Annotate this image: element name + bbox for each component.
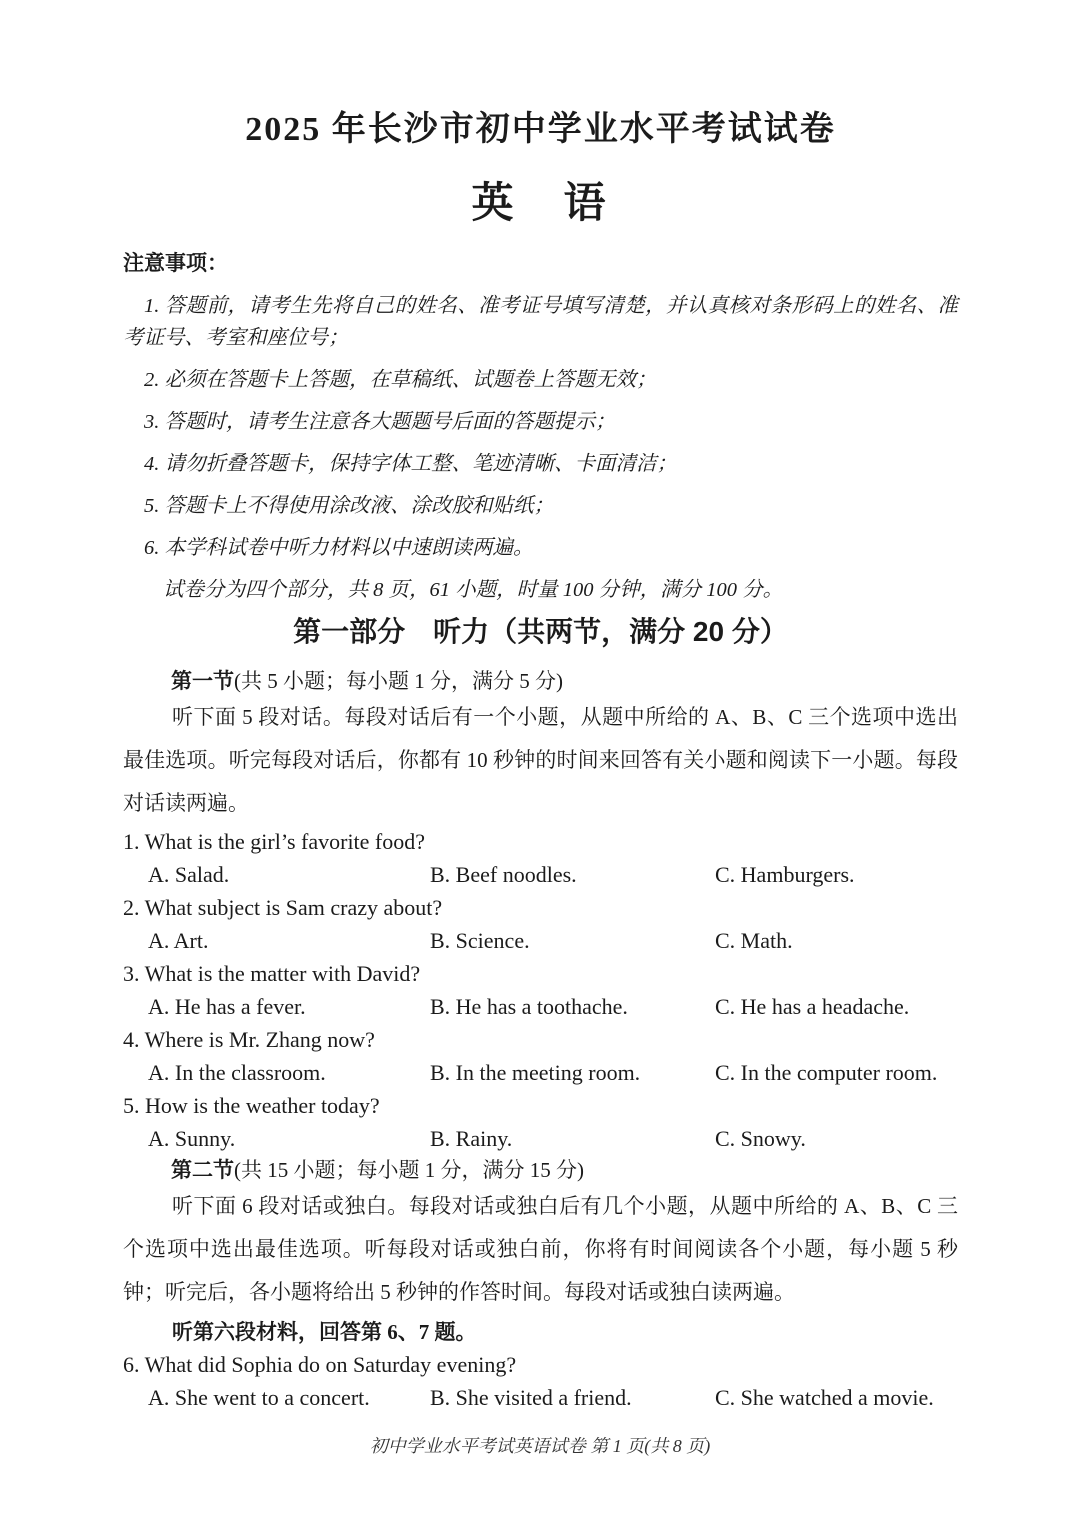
question-6-option-b: B. She visited a friend. <box>430 1385 632 1410</box>
question-3-option-b: B. He has a toothache. <box>430 994 628 1019</box>
question-2-option-c: C. Math. <box>715 928 793 953</box>
section2-instructions: 听下面 6 段对话或独白。每段对话或独白后有几个小题，从题中所给的 A、B、C 三个选项中选出最佳选项。听每段对话或独白前，你将有时间阅读各个小题，每小题 5 秒钟；听完后，各小题将给出 5 秒钟的作答时间。每段对话或独白读两遍。 <box>123 1194 958 1304</box>
question-2-options <box>123 924 958 957</box>
section2-scoring: (共 15 小题；每小题 1 分，满分 15 分) <box>234 1158 584 1182</box>
question-1-option-a: A. Salad. <box>148 862 230 887</box>
notice-item-2: 2. 必须在答题卡上答题，在草稿纸、试题卷上答题无效； <box>144 369 657 391</box>
exam-subject: 英 语 <box>471 181 610 227</box>
question-6-option-c: C. She watched a movie. <box>715 1385 934 1410</box>
question-4-option-c: C. In the computer room. <box>715 1060 938 1085</box>
exam-title: 2025 年长沙市初中学业水平考试试卷 <box>245 111 836 148</box>
section2-header <box>123 1155 958 1185</box>
question-3-options <box>123 990 958 1023</box>
question-4-text: Where is Mr. Zhang now? <box>144 1027 375 1052</box>
paper-summary: 试卷分为四个部分，共 8 页，61 小题，时量 100 分钟，满分 100 分。 <box>163 579 784 601</box>
question-1-option-c: C. Hamburgers. <box>715 862 855 887</box>
question-1-options <box>123 858 958 891</box>
question-6-options <box>123 1381 958 1414</box>
question-2-text: What subject is Sam crazy about? <box>144 895 443 920</box>
question-3-option-a: A. He has a fever. <box>148 994 306 1019</box>
question-3-number: 3. <box>123 961 140 986</box>
question-1 <box>123 825 958 858</box>
section1-questions <box>123 825 958 1155</box>
section1-header <box>123 666 958 696</box>
part1-heading: 第一部分 听力（共两节，满分 20 分） <box>293 616 788 647</box>
question-6-number: 6. <box>123 1352 140 1377</box>
question-1-option-b: B. Beef noodles. <box>430 862 577 887</box>
question-6-text: What did Sophia do on Saturday evening? <box>144 1352 517 1377</box>
question-5 <box>123 1089 958 1122</box>
question-1-number: 1. <box>123 829 140 854</box>
question-4-option-a: A. In the classroom. <box>148 1060 326 1085</box>
question-3 <box>123 957 958 990</box>
question-4 <box>123 1023 958 1056</box>
question-2-option-b: B. Science. <box>430 928 530 953</box>
question-5-option-a: A. Sunny. <box>148 1126 236 1151</box>
question-3-text: What is the matter with David? <box>144 961 421 986</box>
notice-item-4: 4. 请勿折叠答题卡，保持字体工整、笔迹清晰、卡面清洁； <box>144 453 677 475</box>
section1-instructions: 听下面 5 段对话。每段对话后有一个小题，从题中所给的 A、B、C 三个选项中选出最佳选项。听完每段对话后，你都有 10 秒钟的时间来回答有关小题和阅读下一小题。每段对话读两遍。 <box>123 705 958 815</box>
section2-label: 第二节 <box>171 1158 234 1182</box>
page-content <box>0 108 1080 1414</box>
question-2-option-a: A. Art. <box>148 928 209 953</box>
material-6-note: 听第六段材料，回答第 6、7 题。 <box>172 1320 477 1344</box>
notice-item-3: 3. 答题时，请考生注意各大题题号后面的答题提示； <box>144 411 616 433</box>
notice-list <box>123 290 958 564</box>
question-2 <box>123 891 958 924</box>
question-5-number: 5. <box>123 1093 140 1118</box>
question-2-number: 2. <box>123 895 140 920</box>
question-5-options <box>123 1122 958 1155</box>
question-4-options <box>123 1056 958 1089</box>
notice-item-5: 5. 答题卡上不得使用涂改液、涂改胶和贴纸； <box>144 495 554 517</box>
question-4-option-b: B. In the meeting room. <box>430 1060 641 1085</box>
section1-scoring: (共 5 小题；每小题 1 分，满分 5 分) <box>234 669 563 693</box>
question-5-text: How is the weather today? <box>145 1093 380 1118</box>
question-5-option-c: C. Snowy. <box>715 1126 806 1151</box>
notice-item-6: 6. 本学科试卷中听力材料以中速朗读两遍。 <box>144 537 534 559</box>
page-footer: 初中学业水平考试英语试卷 第 1 页(共 8 页) <box>369 1436 711 1456</box>
notice-label: 注意事项： <box>123 252 228 275</box>
section1-label: 第一节 <box>171 669 234 693</box>
question-6 <box>123 1348 958 1381</box>
question-5-option-b: B. Rainy. <box>430 1126 513 1151</box>
question-1-text: What is the girl’s favorite food? <box>144 829 426 854</box>
question-6-option-a: A. She went to a concert. <box>148 1385 370 1410</box>
section2-questions <box>123 1348 958 1414</box>
question-3-option-c: C. He has a headache. <box>715 994 910 1019</box>
notice-item-1: 1. 答题前，请考生先将自己的姓名、准考证号填写清楚，并认真核对条形码上的姓名、准考证号、考室和座位号； <box>123 295 958 349</box>
question-4-number: 4. <box>123 1027 140 1052</box>
